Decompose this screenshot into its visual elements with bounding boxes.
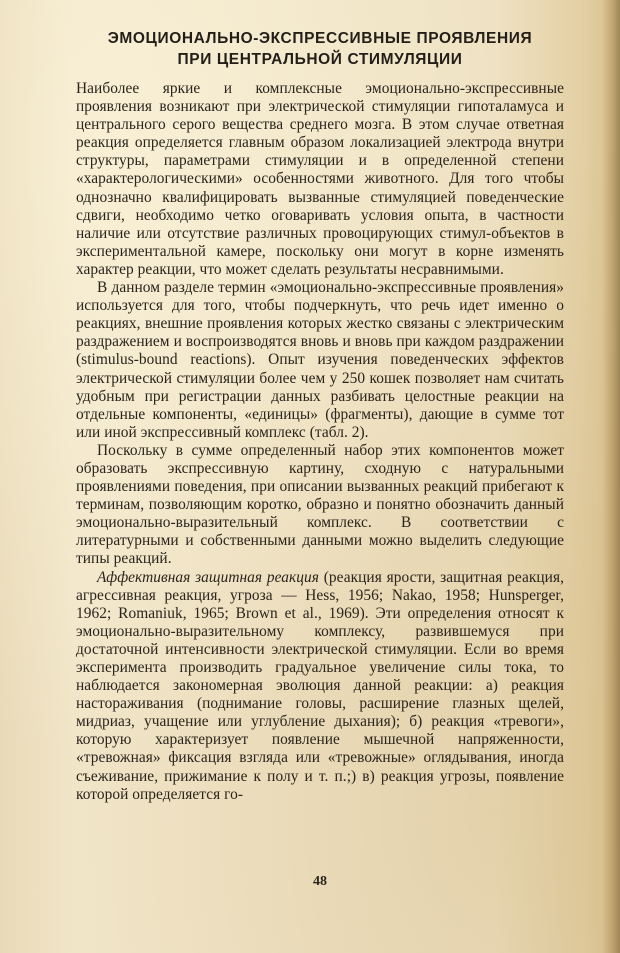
paragraph-2: В данном разделе термин «эмоционально-экспрессивные проявления» используется для того, чтобы подчеркнуть, что речь идет именно о реакциях, внешние проявления которых жестко связаны с электрическим раздражением и воспроизводятся вновь и вновь при каждом раздражении (stimulus-bound reactions). Опыт изучения поведенческих эффектов электрической стимуляции более чем у 250 кошек позволяет нам считать удобным при регистрации данных разбивать целостные реакции на отдельные компоненты, «единицы» (фрагменты), дающие в сумме тот или иной экспрессивный комплекс (табл. 2). bbox=[76, 279, 564, 441]
paragraph-3: Поскольку в сумме определенный набор этих компонентов может образовать экспрессивную картину, сходную с натуральными проявлениями поведения, при описании вызванных реакций прибегают к терминам, позволяющим коротко, образно и понятно обозначить данный эмоционально-выразительный комплекс. В соответствии с литературными и собственными данными можно выделить следующие типы реакций. bbox=[76, 441, 564, 568]
section-title bbox=[76, 28, 564, 70]
paragraph-4-text: (реакция ярости, защитная реакция, агрессивная реакция, угроза — Hess, 1956; Nakao, 1958; Hunsperger, 1962; Romaniuk, 1965; Brown et al., 1969). Эти определения относят к эмоционально-выразительному комплексу, развившемуся при достаточной интенсивности электрической стимуляции. Если во время эксперимента производить градуальное увеличение силы тока, то наблюдается закономерная эволюция данной реакции: а) реакция настораживания (поднимание головы, расширение глазных щелей, мидриаз, учащение или углубление дыхания); б) реакция «тревоги», которую характеризует появление мышечной напряженности, «тревожная» фиксация взгляда или «тревожные» оглядывания, иногда съеживание, прижимание к полу и т. п.;) в) реакция угрозы, появление которой определяется го- bbox=[76, 568, 564, 803]
page-number: 48 bbox=[313, 874, 327, 889]
book-page bbox=[76, 28, 564, 889]
paragraph-1: Наиболее яркие и комплексные эмоционально-экспрессивные проявления возникают при электрической стимуляции гипоталамуса и центрального серого вещества среднего мозга. В этом случае ответная реакция определяется главным образом локализацией электрода внутри структуры, параметрами стимуляции и в определенной степени «характерологическими» особенностями животного. Для того чтобы однозначно квалифицировать вызванные стимуляцией поведенческие сдвиги, необходимо четко оговаривать условия опыта, в частности наличие или отсутствие различных провоцирующих стимул-объектов в экспериментальной камере, поскольку они могут в корне изменять характер реакции, что может сделать результаты несравнимыми. bbox=[76, 80, 564, 278]
section-title-line-1: ЭМОЦИОНАЛЬНО-ЭКСПРЕССИВНЫЕ ПРОЯВЛЕНИЯ bbox=[107, 30, 533, 47]
section-title-line-2: ПРИ ЦЕНТРАЛЬНОЙ СТИМУЛЯЦИИ bbox=[177, 51, 463, 68]
page-edge-shadow bbox=[602, 0, 620, 953]
term-affective-defense-reaction: Аффективная защитная реакция bbox=[97, 568, 319, 586]
paragraph-4 bbox=[76, 569, 564, 804]
body-text bbox=[76, 80, 564, 804]
